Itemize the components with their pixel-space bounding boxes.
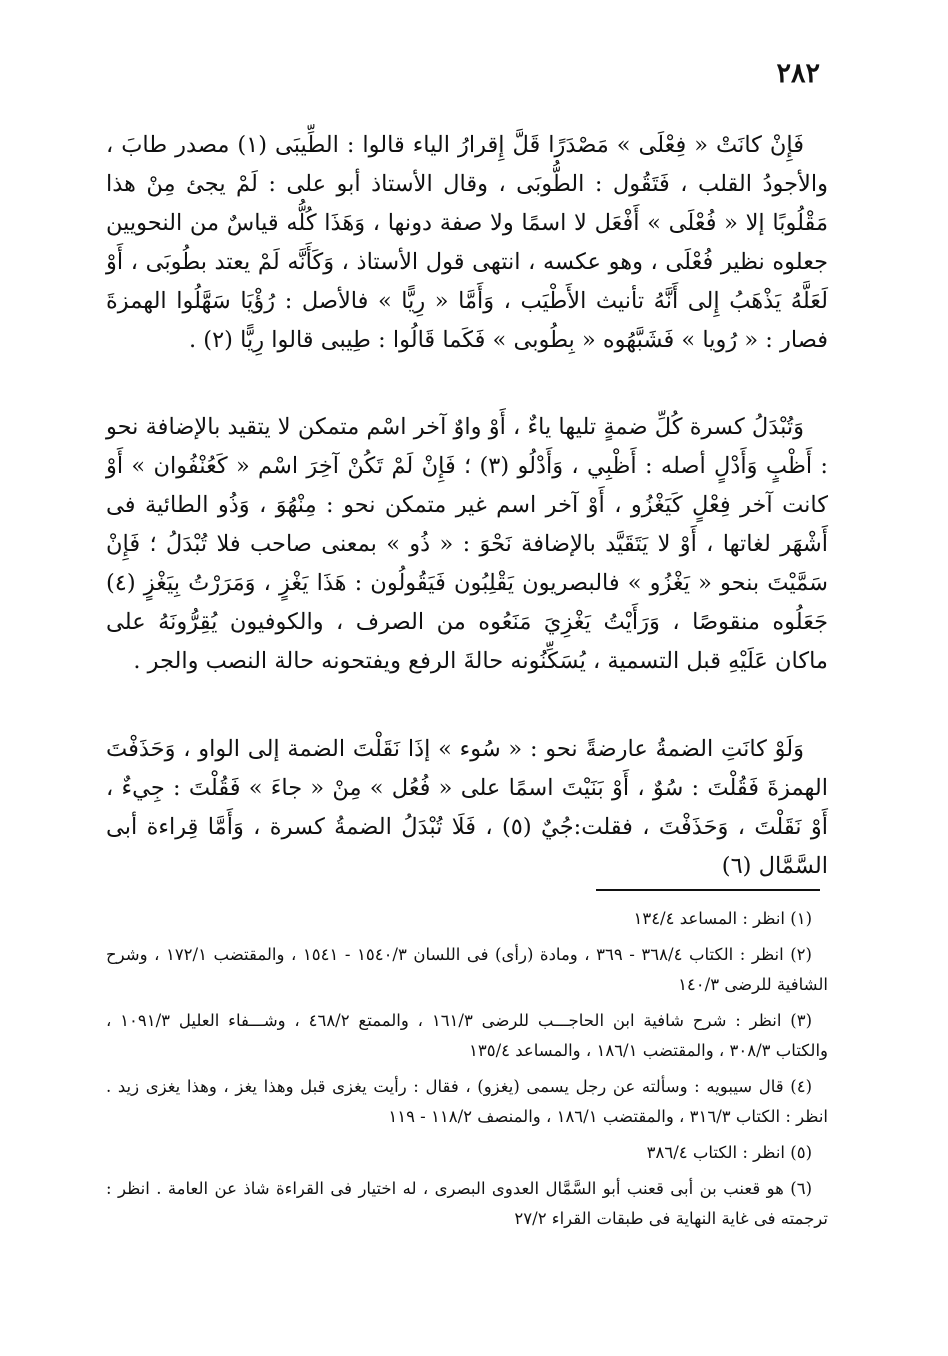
body-paragraph-2: وَتُبْدَلُ كسرة كُلِّ ضمةٍ تليها ياءٌ ، أَوْ واوٌ آخر اسْم متمكن لا يتقيد بالإضافة نحو : أَظْبٍ وَأَدْلٍ أصله : أَظْبِي ، وَأَدْلُو (٣) ؛ فَإِنْ لَمْ تَكُنْ آخِرَ اسْم « كَعُنْفُوان » أَوْ كانت آخر فِعْلٍ كَيَغْزُو ، أَوْ آخر اسم غير متمكن نحو : مِنْهُوَ ، وَذُو الطائية فى أَشْهَر لغاتها ، أَوْ لا يَتَقَيَّد بالإضافة نَحْوَ : « ذُو » بمعنى صاحب فلا تُبْدَلُ ؛ فَإِنْ سَمَّيْتَ بنحو « يَغْزُو » فالبصريون يَقْلِبُون فَيَقُولُون : هَذَا يَغْزٍ ، وَمَرَرْتُ بِيَغْزٍ (٤) جَعَلُوه منقوصًا ، وَرَأَيْتُ يَغْزِيَ مَنَعُوه من الصرف ، والكوفيون يُقِرُّونَهُ على ماكان عَلَيْهِ قبل التسمية ، يُسَكِّنُونه حالةَ الرفع ويفتحونه حالة النصب والجر . <box>106 414 828 674</box>
footnote-divider <box>596 889 820 891</box>
footnote-3: (٣) انظر : شرح شافية ابن الحاجـــب للرضى ١٦١/٣ ، والممتع ٤٦٨/٢ ، وشـــفاء العليل ١٠٩١/٣ ، والكتاب ٣٠٨/٣ ، والمقتضب ١٨٦/١ ، والمساعد ١٣٥/٤ <box>106 1011 828 1060</box>
body-paragraph-1: فَإِنْ كانَتْ « فِعْلَى » مَصْدَرًا قَلَّ إِقرارُ الياء قالوا : الطِّيبَى (١) مصدر طابَ ، والأجودُ القلب ، فَتَقُول : الطُّوبَى ، وقال الأستاذ أبو على : لَمْ يجئ مِنْ هذا مَقْلُوبًا إلا « فُعْلَى » أَفْعَل لا اسمًا ولا صفة دونها ، وَهَذَا كُلُّه قياسٌ من النحويين جعلوه نظير فُعْلَى ، وهو عكسه ، انتهى قول الأستاذ ، وَكَأَنَّه لَمْ يعتد بطُوبَى ، أَوْ لَعَلَّهُ يَذْهَبُ إِلى أَنَّهُ تأنيث الأَطْيَب ، وَأَمَّا « رِيًّا » فالأصل : رُؤْيَا سَهَّلُوا الهمزةَ فصار : « رُويا » فَشَبَّهُوه « بِطُوبى » فَكَما قَالُوا : طِيبى قالوا رِيًّا (٢) . <box>106 132 828 353</box>
footnote-2: (٢) انظر : الكتاب ٣٦٨/٤ - ٣٦٩ ، ومادة (رأى) فى اللسان ١٥٤٠/٣ - ١٥٤١ ، والمقتضب ١٧٢/١ ، وشرح الشافية للرضى ١٤٠/٣ <box>106 945 828 994</box>
footnotes <box>106 904 828 1240</box>
page-number: ٢٨٢ <box>776 58 820 89</box>
footnote-6: (٦) هو قعنب بن أبى قعنب أبو السَّمَّال العدوى البصرى ، له اختيار فى القراءة شاذ عن العامة . انظر : ترجمته فى غاية النهاية فى طبقات القراء ٢٧/٢ <box>106 1179 828 1228</box>
body-paragraph-3: وَلَوْ كانَتِ الضمةُ عارضةً نحو : « سُوء » إذَا نَقَلْتَ الضمة إلى الواو ، وَحَذَفْتَ الهمزةَ فَقُلْتَ : سُوٌ ، أَوْ بَنَيْتَ اسمًا على « فُعُل » مِنْ « جاءَ » فَقُلْتَ : جِيءٌ ، أَوْ نَقَلْتَ ، وَحَذَفْتَ ، فقلت:جُيٌ (٥) ، فَلَا تُبْدَلُ الضمةُ كسرة ، وَأَمَّا قِراءة أبى السَّمَّال (٦) <box>106 736 828 879</box>
footnote-5: (٥) انظر : الكتاب ٣٨٦/٤ <box>646 1143 812 1162</box>
footnote-1: (١) انظر : المساعد ١٣٤/٤ <box>633 909 812 928</box>
footnote-4: (٤) قال سيبويه : وسألته عن رجل يسمى (يغزو) ، فقال : رأيت يغزى قبل وهذا يغز ، وهذا يغزى زيد . انظر : الكتاب ٣١٦/٣ ، والمقتضب ١٨٦/١ ، والمنصف ١١٨/٢ - ١١٩ <box>106 1077 828 1126</box>
